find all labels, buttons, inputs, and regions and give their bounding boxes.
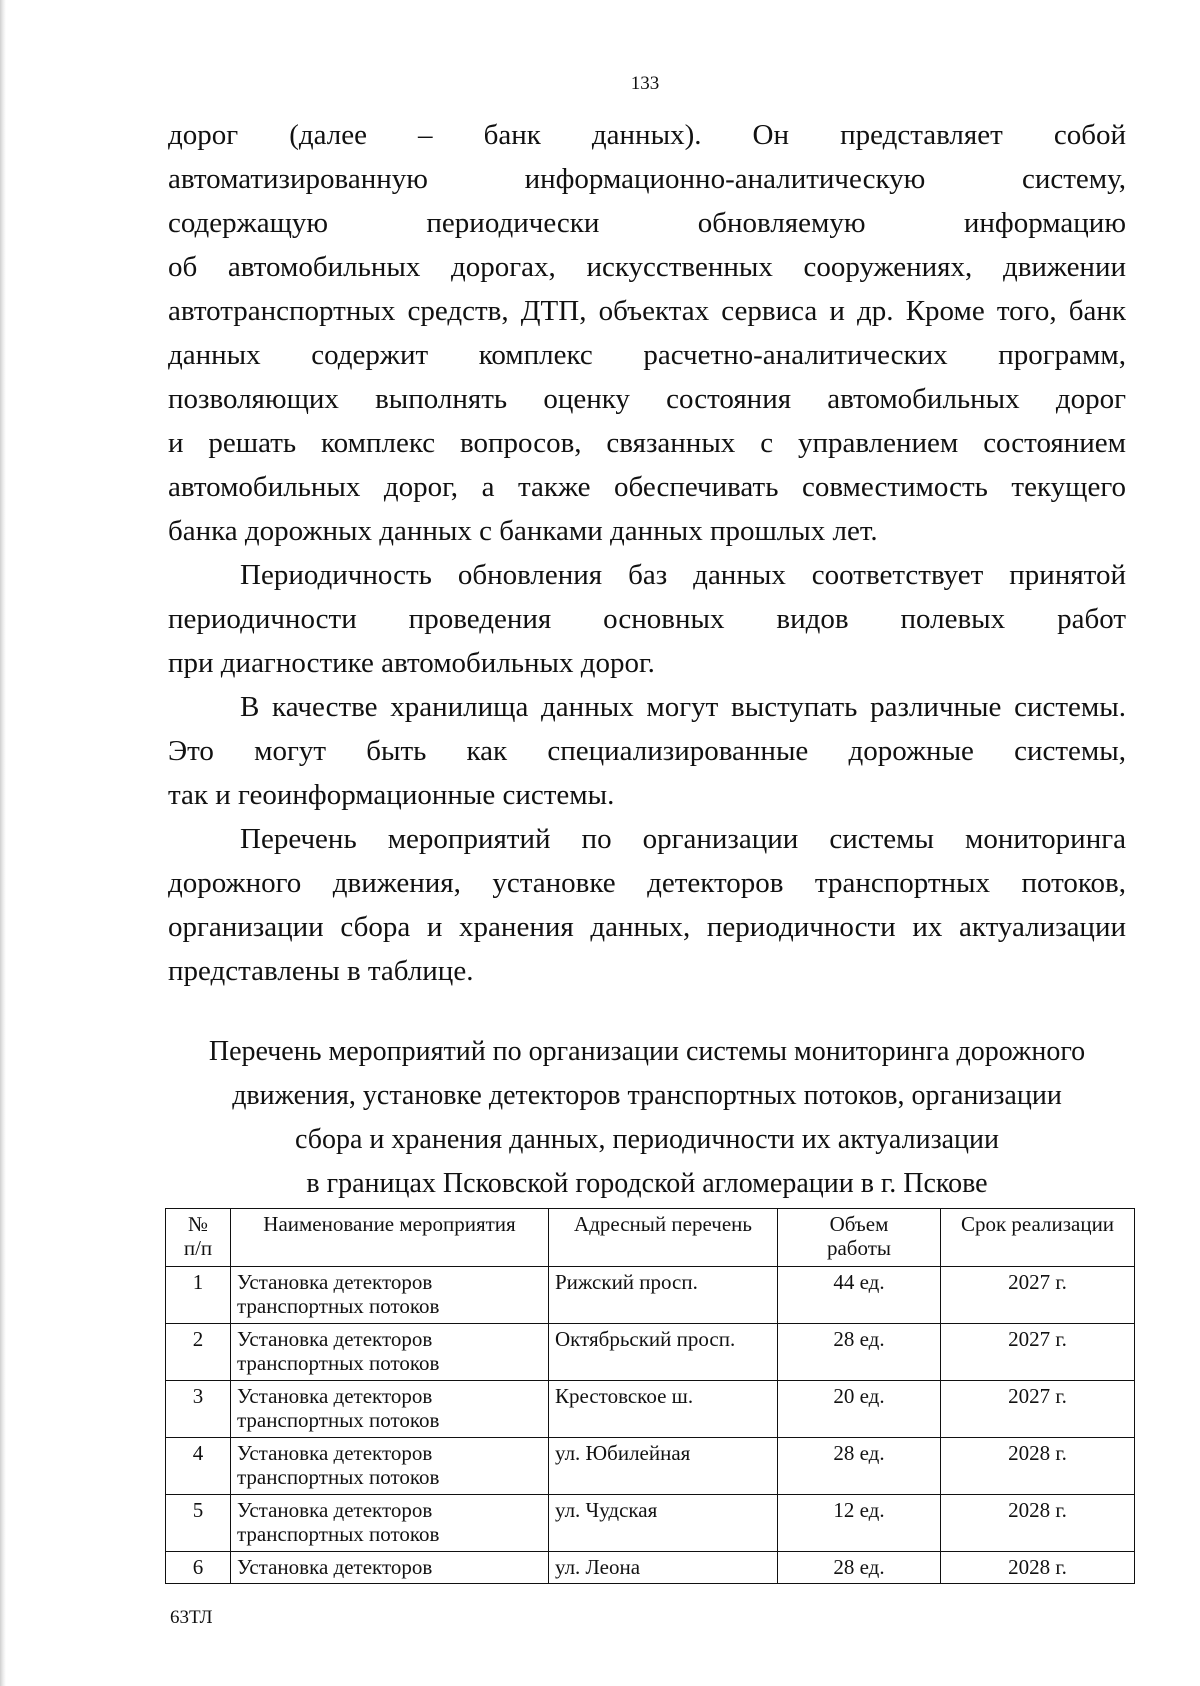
page-number: 133 bbox=[630, 73, 660, 94]
cell-name-line: транспортных потоков bbox=[237, 1465, 440, 1489]
text-line: об автомобильных дорогах, искусственных сооружениях, движении bbox=[168, 251, 1126, 283]
cell-name bbox=[231, 1495, 549, 1552]
table-row bbox=[166, 1495, 1135, 1552]
footer-code: 63ТЛ bbox=[170, 1607, 213, 1628]
table-row bbox=[166, 1552, 1135, 1584]
cell-term: 2028 г. bbox=[941, 1438, 1135, 1495]
cell-num: 4 bbox=[166, 1438, 231, 1495]
scan-edge bbox=[0, 0, 6, 1686]
text-line: дорожного движения, установке детекторов транспортных потоков, bbox=[168, 867, 1126, 899]
cell-term: 2027 г. bbox=[941, 1267, 1135, 1324]
cell-name bbox=[231, 1381, 549, 1438]
table-title-line: движения, установке детекторов транспортных потоков, организации bbox=[232, 1080, 1062, 1111]
table-title-line: в границах Псковской городской агломерации в г. Пскове bbox=[306, 1168, 988, 1199]
cell-name-line: Установка детекторов bbox=[237, 1327, 433, 1351]
header-num bbox=[166, 1209, 231, 1267]
text-line: при диагностике автомобильных дорог. bbox=[168, 647, 655, 679]
cell-num: 1 bbox=[166, 1267, 231, 1324]
cell-name bbox=[231, 1438, 549, 1495]
text-line: автомобильных дорог, а также обеспечивать совместимость текущего bbox=[168, 471, 1126, 503]
text-line: данных содержит комплекс расчетно-аналитических программ, bbox=[168, 339, 1126, 371]
header-address: Адресный перечень bbox=[549, 1209, 778, 1267]
cell-term: 2027 г. bbox=[941, 1324, 1135, 1381]
table-title bbox=[160, 1030, 1134, 1206]
cell-name-line: Установка детекторов bbox=[237, 1555, 433, 1579]
cell-name bbox=[231, 1324, 549, 1381]
cell-name bbox=[231, 1552, 549, 1584]
text-line: Это могут быть как специализированные дорожные системы, bbox=[168, 735, 1126, 767]
paragraph bbox=[168, 817, 1126, 993]
cell-volume: 28 ед. bbox=[778, 1552, 941, 1584]
table-row bbox=[166, 1267, 1135, 1324]
cell-term: 2027 г. bbox=[941, 1381, 1135, 1438]
cell-term: 2028 г. bbox=[941, 1495, 1135, 1552]
header-volume-line: Объем bbox=[829, 1212, 889, 1236]
cell-address: Рижский просп. bbox=[549, 1267, 778, 1324]
header-num-line: № bbox=[187, 1212, 209, 1236]
cell-num: 2 bbox=[166, 1324, 231, 1381]
cell-num: 5 bbox=[166, 1495, 231, 1552]
cell-address: ул. Юбилейная bbox=[549, 1438, 778, 1495]
text-line: Периодичность обновления баз данных соответствует принятой bbox=[240, 559, 1126, 591]
table-row bbox=[166, 1438, 1135, 1495]
header-volume-line: работы bbox=[826, 1236, 891, 1260]
cell-address: Крестовское ш. bbox=[549, 1381, 778, 1438]
cell-term: 2028 г. bbox=[941, 1552, 1135, 1584]
header-name: Наименование мероприятия bbox=[231, 1209, 549, 1267]
text-line: позволяющих выполнять оценку состояния автомобильных дорог bbox=[168, 383, 1126, 415]
measures-table bbox=[165, 1208, 1135, 1584]
cell-name-line: Установка детекторов bbox=[237, 1441, 433, 1465]
text-line: периодичности проведения основных видов полевых работ bbox=[168, 603, 1126, 635]
text-line: организации сбора и хранения данных, периодичности их актуализации bbox=[168, 911, 1126, 943]
cell-volume: 12 ед. bbox=[778, 1495, 941, 1552]
body-text bbox=[168, 113, 1126, 993]
cell-volume: 28 ед. bbox=[778, 1438, 941, 1495]
table-row bbox=[166, 1324, 1135, 1381]
cell-num: 6 bbox=[166, 1552, 231, 1584]
table-row bbox=[166, 1381, 1135, 1438]
table-header-row bbox=[166, 1209, 1135, 1267]
cell-volume: 28 ед. bbox=[778, 1324, 941, 1381]
cell-name-line: транспортных потоков bbox=[237, 1408, 440, 1432]
cell-name-line: Установка детекторов bbox=[237, 1498, 433, 1522]
cell-name-line: Установка детекторов bbox=[237, 1270, 433, 1294]
text-line: автотранспортных средств, ДТП, объектах сервиса и др. Кроме того, банк bbox=[168, 295, 1126, 327]
text-line: содержащую периодически обновляемую информацию bbox=[168, 207, 1126, 239]
cell-name bbox=[231, 1267, 549, 1324]
text-line: дорог (далее – банк данных). Он представляет собой bbox=[168, 119, 1126, 151]
text-line: банка дорожных данных с банками данных прошлых лет. bbox=[168, 515, 878, 547]
cell-address: ул. Леона bbox=[549, 1552, 778, 1584]
cell-name-line: транспортных потоков bbox=[237, 1294, 440, 1318]
cell-address: Октябрьский просп. bbox=[549, 1324, 778, 1381]
text-line: представлены в таблице. bbox=[168, 955, 474, 987]
table-title-line: Перечень мероприятий по организации системы мониторинга дорожного bbox=[208, 1036, 1086, 1067]
text-line: и решать комплекс вопросов, связанных с управлением состоянием bbox=[168, 427, 1126, 459]
text-line: так и геоинформационные системы. bbox=[168, 779, 615, 811]
paragraph bbox=[168, 685, 1126, 817]
header-term: Срок реализации bbox=[941, 1209, 1135, 1267]
text-line: автоматизированную информационно-аналитическую систему, bbox=[168, 163, 1126, 195]
cell-name-line: транспортных потоков bbox=[237, 1522, 440, 1546]
text-line: В качестве хранилища данных могут выступать различные системы. bbox=[240, 691, 1126, 723]
cell-volume: 44 ед. bbox=[778, 1267, 941, 1324]
table-title-line: сбора и хранения данных, периодичности их актуализации bbox=[294, 1124, 1000, 1155]
cell-volume: 20 ед. bbox=[778, 1381, 941, 1438]
header-num-line: п/п bbox=[183, 1236, 213, 1260]
cell-name-line: Установка детекторов bbox=[237, 1384, 433, 1408]
cell-num: 3 bbox=[166, 1381, 231, 1438]
cell-address: ул. Чудская bbox=[549, 1495, 778, 1552]
text-line: Перечень мероприятий по организации системы мониторинга bbox=[240, 823, 1126, 855]
header-volume bbox=[778, 1209, 941, 1267]
paragraph bbox=[168, 113, 1126, 553]
cell-name-line: транспортных потоков bbox=[237, 1351, 440, 1375]
paragraph bbox=[168, 553, 1126, 685]
